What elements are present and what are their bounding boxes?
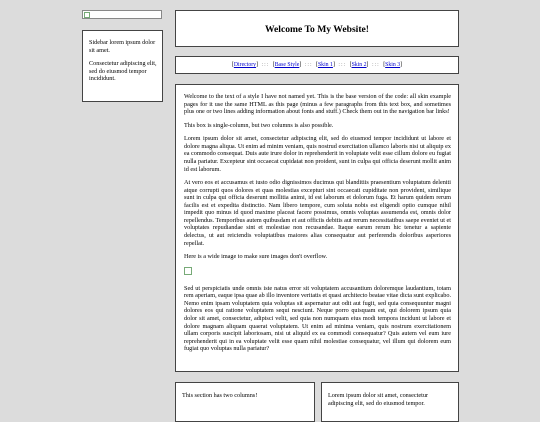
sidebar-paragraph: Consectetur adipiscing elit, sed do eiusmod tempor incididunt. [89, 60, 157, 83]
content-paragraph: At vero eos et accusamus et iusto odio dignissimos ducimus qui blanditiis praesentium voluptatum deleniti atque corrupti quos dolores et quas molestias excepturi sint occaecati cupiditate non provident, similique sunt in culpa qui officia deserunt mollitia animi, id est laborum et dolorum fuga. Et harum quidem rerum facilis est et expedita distinctio. Nam libero tempore, cum soluta nobis est eligendi optio cumque nihil impedit quo minus id quod maxime placeat facere possimus, omnis voluptas assumenda est, omnis dolor repellendus. Temporibus autem quibusdam et aut officiis debitis aut rerum necessitatibus saepe eveniet ut et voluptates repudiandae sint et molestiae non recusandae. Itaque earum rerum hic tenetur a sapiente delectus, ut aut reiciendis voluptatibus maiores alias consequatur aut perferendis doloribus asperiores repellat. [184, 179, 451, 247]
nav-separator: ::: [338, 62, 347, 68]
nav-item-skin-3: [Skin 3] [383, 62, 403, 68]
nav-separator: ::: [304, 62, 313, 68]
column-right [321, 382, 459, 422]
nav-separator: ::: [261, 62, 270, 68]
content-paragraph: This box is single-column, but two columns is also possible. [184, 121, 334, 129]
nav-link-skin-2[interactable]: Skin 2 [351, 62, 367, 68]
nav-link-skin-3[interactable]: Skin 3 [385, 62, 401, 68]
nav-separator: ::: [371, 62, 380, 68]
content-paragraph: Here is a wide image to make sure images don't overflow. [184, 253, 328, 261]
page-header [175, 10, 459, 47]
content-paragraph: Lorem ipsum dolor sit amet, consectetur adipiscing elit, sed do eiusmod tempor incididunt ut labore et dolore magna aliqua. Ut enim ad minim veniam, quis nostrud exercitation ullamco laboris nisi ut aliquip ex ea commodo consequat. Duis aute irure dolor in reprehenderit in voluptate velit esse cillum dolore eu fugiat nulla pariatur. Excepteur sint occaecat cupidatat non proident, sunt in culpa qui officia deserunt mollit anim id est laborum. [184, 135, 451, 173]
content-paragraph: Welcome to the text of a style I have not named yet. This is the base version of the code: all skin example pages for it use the same HTML as this page (minus a few paragraphs from this text box, and sometimes plus one or two lines adding information about fonts and stuff.) Check them out in the navigation bar links! [184, 93, 451, 116]
column-left [175, 382, 315, 422]
sidebar [82, 30, 163, 102]
nav-link-base-style[interactable]: Base Style [274, 62, 300, 68]
column-right-text: Lorem ipsum dolor sit amet, consectetur adipiscing elit, sed do eiusmod tempor. [328, 392, 429, 407]
nav-item-base-style: [Base Style] [272, 62, 302, 68]
logo-image [82, 10, 162, 19]
nav-link-skin-1[interactable]: Skin 1 [317, 62, 333, 68]
main-content [175, 84, 459, 372]
broken-image-icon [84, 12, 90, 18]
nav-item-skin-2: [Skin 2] [349, 62, 369, 68]
column-left-text: This section has two columns! [182, 392, 258, 399]
nav-link-directory[interactable]: Directory [233, 62, 257, 68]
nav-item-directory: [Directory] [231, 62, 258, 68]
navigation-bar [175, 56, 459, 74]
page-title: Welcome To My Website! [264, 24, 369, 35]
sidebar-paragraph: Sidebar lorem ipsum dolor sit amet. [89, 39, 156, 54]
content-paragraph: Sed ut perspiciatis unde omnis iste natus error sit voluptatem accusantium doloremque laudantium, totam rem aperiam, eaque ipsa quae ab illo inventore veritatis et quasi architecto beatae vitae dicta sunt explicabo. Nemo enim ipsam voluptatem quia voluptas sit aspernatur aut odit aut fugit, sed quia consequuntur magni dolores eos qui ratione voluptatem sequi nesciunt. Neque porro quisquam est, qui dolorem ipsum quia dolor sit amet, consectetur, adipisci velit, sed quia non numquam eius modi tempora incidunt ut labore et dolore magnam aliquam quaerat voluptatem. Ut enim ad minima veniam, quis nostrum exercitationem ullam corporis suscipit laboriosam, nisi ut aliquid ex ea commodi consequatur? Quis autem vel eum iure reprehenderit qui in ea voluptate velit esse quam nihil molestiae consequatur, vel illum qui dolorem eum fugiat quo voluptas nulla pariatur? [184, 284, 451, 353]
broken-image-icon [184, 267, 192, 275]
nav-item-skin-1: [Skin 1] [316, 62, 335, 68]
